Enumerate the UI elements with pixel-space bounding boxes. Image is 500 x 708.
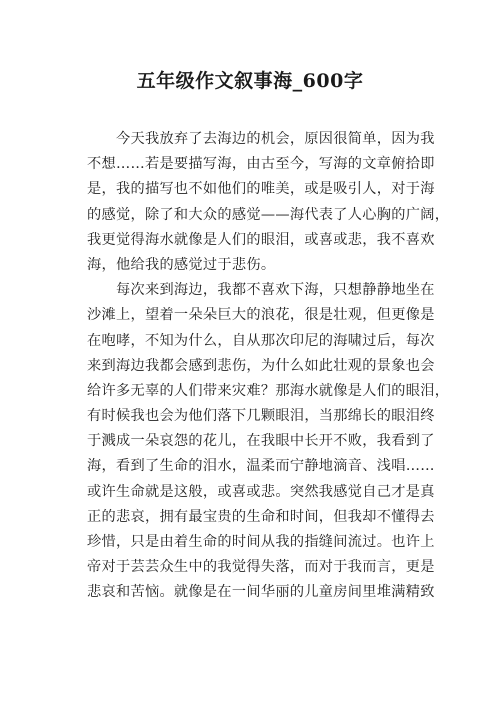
text-line: 每次来到海边，我都不喜欢下海，只想静静地坐在	[87, 282, 435, 299]
text-line: 正的悲哀，拥有最宝贵的生命和时间，但我却不懂得去	[87, 508, 435, 525]
text-line: 在咆哮，不知为什么，自从那次印尼的海啸过后，每次	[87, 332, 435, 349]
text-line: 有时候我也会为他们落下几颗眼泪，当那绵长的眼泪终	[87, 408, 435, 425]
text-line: 悲哀和苦恼。就像是在一间华丽的儿童房间里堆满精致	[87, 584, 435, 601]
text-line: 今天我放弃了去海边的机会，原因很简单，因为我	[87, 131, 435, 147]
text-line: 或许生命就是这般，或喜或悲。突然我感觉自己才是真	[87, 483, 435, 500]
text-line: 海，他给我的感觉过于悲伤。	[87, 256, 276, 273]
text-line: 于溅成一朵哀怨的花儿，在我眼中长开不败，我看到了	[87, 433, 435, 450]
essay-body	[87, 127, 450, 606]
text-line: 珍惜，只是由着生命的时间从我的指缝间流过。也许上	[87, 534, 435, 550]
text-line: 是，我的描写也不如他们的唯美，或是吸引人，对于海	[87, 181, 435, 198]
text-line: 的感觉，除了和大众的感觉——海代表了人心胸的广阔，	[87, 206, 450, 223]
text-line: 我更觉得海水就像是人们的眼泪，或喜或悲，我不喜欢	[87, 231, 435, 248]
text-line: 沙滩上，望着一朵朵巨大的浪花，很是壮观，但更像是	[87, 307, 435, 324]
text-line: 帝对于芸芸众生中的我觉得失落，而对于我而言，更是	[87, 559, 435, 576]
page-title: 五年级作文叙事海_600字	[136, 70, 364, 92]
text-line: 来到海边我都会感到悲伤，为什么如此壮观的景象也会	[87, 357, 435, 374]
text-line: 不想……若是要描写海，由古至今，写海的文章俯拾即	[87, 156, 435, 173]
text-line: 海，看到了生命的泪水，温柔而宁静地滴音、浅唱……	[87, 458, 435, 475]
text-line: 给许多无辜的人们带来灾难？那海水就像是人们的眼泪，	[87, 382, 450, 399]
